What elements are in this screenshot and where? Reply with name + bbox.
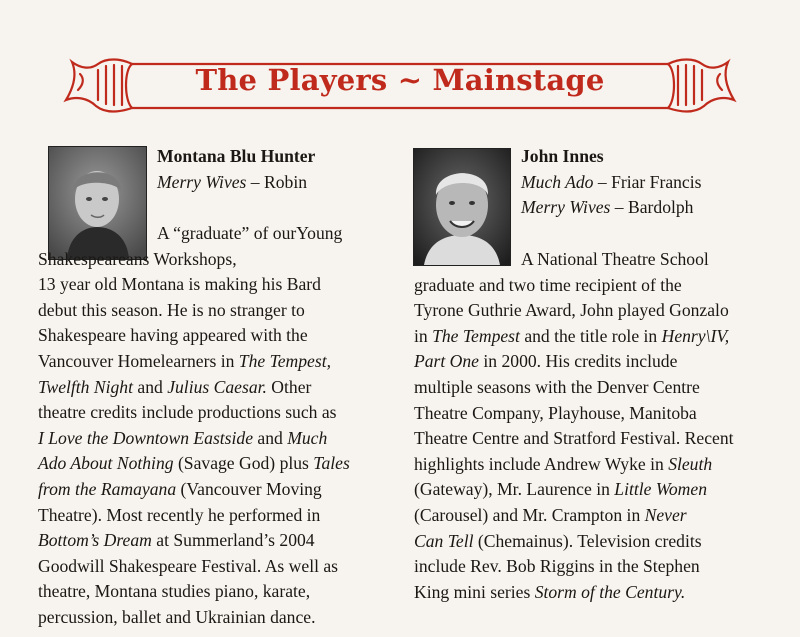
- bio-text-run: (Chemainus). Television credits: [473, 530, 702, 551]
- bio-line: [414, 426, 794, 452]
- bio-text-run: Goodwill Shakespeare Festival. As well as: [38, 555, 339, 576]
- bio-text-run: Henry\IV,: [661, 325, 730, 346]
- bio-text-run: (Gateway), Mr. Laurence in: [414, 479, 615, 500]
- bio-text-run: Tyrone Guthrie Award, John played Gonzalo: [414, 300, 729, 321]
- bio-text-run: Storm of the Century.: [534, 581, 686, 602]
- bio-line: [414, 401, 794, 427]
- bio-text-run: Twelfth Night: [38, 376, 133, 397]
- bio-line: [414, 529, 794, 555]
- bio-line: [38, 272, 408, 298]
- bio-text-run: A National Theatre School: [521, 249, 709, 269]
- bio-text-run: King mini series: [414, 581, 535, 602]
- bio-text-run: Much: [287, 427, 328, 448]
- player-bio-john-innes: [521, 144, 781, 221]
- bio-line: [38, 554, 408, 580]
- bio-text-run: and the title role in: [519, 325, 662, 346]
- bio-line: [38, 349, 408, 375]
- bio-line: [414, 375, 794, 401]
- bio-text-run: (Vancouver Moving: [176, 478, 322, 499]
- bio-line: [414, 298, 794, 324]
- bio-line: [38, 451, 408, 477]
- bio-line: [38, 375, 408, 401]
- bio-text-run: graduate and two time recipient of the: [414, 274, 682, 295]
- bio-text-run: I Love the Downtown Eastside: [38, 427, 254, 448]
- bio-text-run: The Tempest: [432, 325, 520, 346]
- bio-text-run: Julius Caesar.: [167, 376, 267, 397]
- bio-line: [38, 323, 408, 349]
- bio-line: [414, 324, 794, 350]
- bio-text-run: Sleuth: [668, 453, 713, 474]
- player-bio-text: [38, 221, 408, 631]
- bio-line: [414, 273, 794, 299]
- bio-text-run: highlights include Andrew Wyke in: [414, 453, 669, 474]
- bio-text-run: Bottom’s Dream: [38, 530, 152, 551]
- bio-text-run: from the Ramayana: [38, 478, 177, 499]
- bio-text-run: Theatre). Most recently he performed in: [38, 504, 321, 525]
- bio-text-run: Part One: [414, 351, 479, 372]
- player-bio-montana-hunter: [157, 144, 407, 195]
- bio-line: [38, 298, 408, 324]
- bio-line: [38, 477, 408, 503]
- bio-text-run: theatre, Montana studies piano, karate,: [38, 581, 311, 602]
- bio-text-run: multiple seasons with the Denver Centre: [414, 376, 700, 397]
- bio-line: [414, 477, 794, 503]
- player-role: Merry Wives – Bardolph: [521, 197, 694, 218]
- bio-text-run: Theatre Company, Playhouse, Manitoba: [414, 402, 697, 423]
- bio-text-run: 13 year old Montana is making his Bard: [38, 274, 321, 295]
- title-banner: [62, 50, 738, 118]
- bio-text-run: theatre credits include productions such as: [38, 402, 337, 423]
- bio-text-run: Tales: [313, 453, 350, 474]
- player-role: Merry Wives – Robin: [157, 171, 308, 192]
- bio-line: [38, 528, 408, 554]
- bio-text-run: at Summerland’s 2004: [151, 530, 315, 551]
- bio-line: [38, 221, 408, 247]
- bio-line: [414, 554, 794, 580]
- bio-text-run: The Tempest,: [238, 350, 331, 371]
- bio-text-run: in: [414, 325, 433, 346]
- bio-text-run: and: [253, 427, 288, 448]
- bio-text-run: percussion, ballet and Ukrainian dance.: [38, 606, 316, 627]
- bio-line: [38, 426, 408, 452]
- bio-line: [38, 579, 408, 605]
- bio-text-run: debut this season. He is no stranger to: [38, 299, 305, 320]
- page-title: The Players ~ Mainstage: [195, 63, 605, 97]
- bio-text-run: Shakespeare having appeared with the: [38, 325, 308, 346]
- bio-text-run: in 2000. His credits include: [479, 351, 678, 372]
- bio-text-run: (Carousel) and Mr. Crampton in: [414, 504, 645, 525]
- bio-text-run: (Savage God) plus: [173, 453, 314, 474]
- bio-text-run: Never: [644, 504, 687, 525]
- bio-text-run: and: [133, 376, 168, 397]
- bio-text-run: Can Tell: [414, 530, 474, 551]
- bio-text-run: Shakespeareans Workshops,: [38, 248, 237, 269]
- bio-line: [414, 503, 794, 529]
- bio-line: [414, 580, 794, 606]
- bio-text-run: Other: [266, 376, 312, 397]
- bio-line: [38, 503, 408, 529]
- bio-text-run: Little Women: [614, 479, 707, 500]
- bio-text-run: include Rev. Bob Riggins in the Stephen: [414, 556, 700, 577]
- bio-line: [414, 349, 794, 375]
- bio-line: [38, 247, 408, 273]
- bio-text-run: Ado About Nothing: [38, 453, 174, 474]
- bio-line: [414, 247, 794, 273]
- player-name: John Innes: [521, 146, 604, 166]
- player-bio-text: [414, 247, 794, 605]
- bio-text-run: Theatre Centre and Stratford Festival. Recent: [414, 428, 734, 449]
- bio-text-run: A “graduate” of ourYoung: [157, 223, 343, 243]
- player-role: Much Ado – Friar Francis: [521, 171, 702, 192]
- bio-text-run: Vancouver Homelearners in: [38, 350, 239, 371]
- bio-line: [38, 605, 408, 631]
- bio-line: [414, 452, 794, 478]
- bio-line: [38, 400, 408, 426]
- player-name: Montana Blu Hunter: [157, 146, 316, 166]
